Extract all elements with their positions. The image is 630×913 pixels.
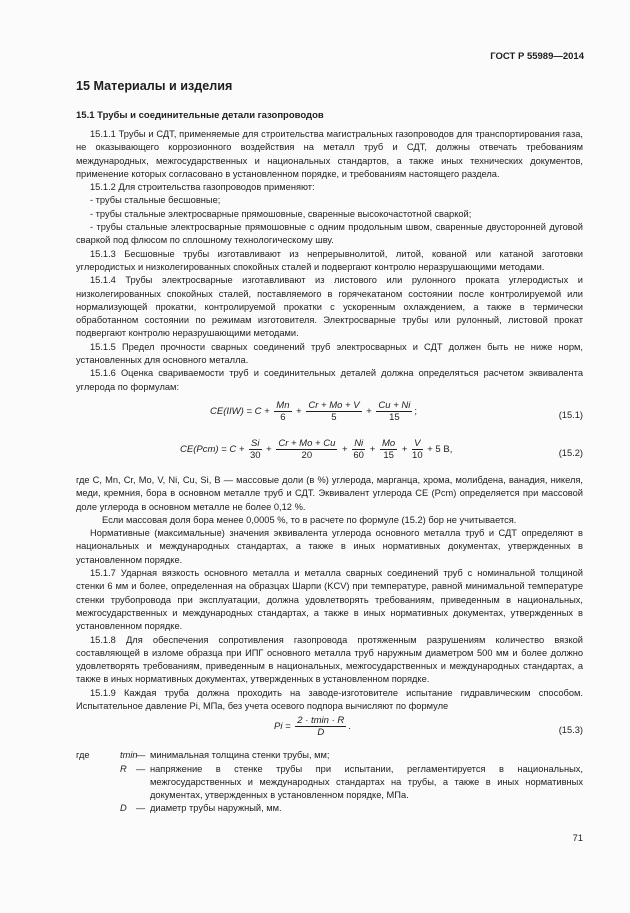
formula-number: (15.1) (558, 409, 583, 420)
formula-15-3: Pi = 2 · tmin · R D . (15.3) (274, 715, 583, 739)
definition-item: R — напряжение в стенке трубы при испытании, регламентируется в национальных, межгосударственных и международных стандартах на трубы, а также в иных нормативных документах, утвержденных в установленном порядке, МПа. (120, 763, 583, 801)
paragraph-15-1-7: 15.1.7 Ударная вязкость основного металла и металла сварных соединений труб с номинальной толщиной стенки 6 мм и более, определенная на образцах Шарпи (KCV) при температуре, равной минимальной температуре стенки трубопровода при эксплуатации, должна удовлетворять требованиям, приведенным в национальных, межгосударственных и международных стандартах, а также в иных нормативных документах, утвержденных в установленном порядке. (76, 568, 583, 632)
formula-15-1: CE(IIW) = C + $\frac{Mn}{6}$ + $\frac{Cr + Mo + V}{5}$ + $\frac{Cu + Ni}{15}$ ; (15.1) (210, 399, 583, 423)
page-number: 71 (572, 833, 583, 843)
subsection-title: 15.1 Трубы и соединительные детали газопроводов (76, 110, 324, 121)
definition-item: D — диаметр трубы наружный, мм. (120, 803, 282, 814)
formula-lhs: Pi = (274, 721, 291, 733)
formula-where: где C, Mn, Cr, Mo, V, Ni, Cu, Si, B — массовые доли (в %) углерода, марганца, хрома, молибдена, ванадия, никеля, меди, кремния, бора в основном металле труб и СДТ. Эквивалент углерода CE (Pcm) определяется при массовой доле углерода в основном металле не более 0,12 %. (76, 474, 583, 512)
list-item: - трубы стальные бесшовные; (90, 195, 221, 206)
paragraph-15-1-3: 15.1.3 Бесшовные трубы изготавливают из непрерывнолитой, литой, кованой или катаной заготовки углеродистых и низколегированных спокойных сталей и подвергают контролю неразрушающими методами. (76, 248, 583, 272)
standard-number: ГОСТ Р 55989—2014 (490, 51, 584, 62)
paragraph-15-1-9: 15.1.9 Каждая труба должна проходить на заводе-изготовителе испытание гидравлическим способом. Испытательное давление Pi, МПа, без учета осевого подпора вычисляют по формуле (76, 687, 583, 711)
paragraph-15-1-5: 15.1.5 Предел прочности сварных соединений труб электросварных и СДТ должен быть не ниже норм, установленных для основного металла. (76, 341, 583, 366)
formula-15-2: CE(Pcm) = C + $\frac{Si}{30}$ + $\frac{Cr + Mo + Cu}{20}$ + $\frac{Ni}{60}$ + $\frac{Mo}{15}$ + $\frac{V}{10}$ + 5 B, (15.2) (180, 437, 583, 461)
paragraph-15-1-6: 15.1.6 Оценка свариваемости труб и соединительных деталей должна определяться расчетом эквивалента углерода по формулам: (76, 368, 583, 392)
list-item: - трубы стальные электросварные прямошовные с одним продольным швом, сваренные двусторонней дуговой сваркой под флюсом по сплошному технологическому шву. (76, 222, 583, 246)
list-item: - трубы стальные электросварные прямошовные, сваренные высокочастотной сваркой; (90, 208, 472, 219)
formula-lhs: CE(IIW) = C + (210, 405, 270, 417)
formula-number: (15.3) (558, 725, 583, 736)
formula-lhs: CE(Pcm) = C + (180, 443, 245, 455)
paragraph-15-1-2: 15.1.2 Для строительства газопроводов применяют: (90, 182, 315, 193)
normative-values: Нормативные (максимальные) значения эквивалента углерода основного металла труб и СДТ определяют в национальных и международных стандартах, а также в иных нормативных документах, утвержденных в установленном порядке. (76, 528, 583, 565)
definition-item: где tmin — минимальная толщина стенки трубы, мм; (76, 749, 583, 762)
where-label: где (76, 750, 90, 761)
definitions-list (76, 749, 583, 815)
paragraph-15-1-4: 15.1.4 Трубы электросварные изготавливают из листового или рулонного проката углеродистых и низколегированных спокойных сталей, поставляемого в горячекатаном состоянии после контролируемой или нормализующей прокатки, контролируемой прокатки с ускоренным охлаждением, а также в термически обработанном состоянии по режимам изготовителя. Электросварные трубы или рулонный, листовой прокат подвергают контролю неразрушающими методами. (76, 275, 583, 339)
paragraph-15-1-8: 15.1.8 Для обеспечения сопротивления газопровода протяженным разрушениям количество вязкой составляющей в изломе образца при ИПГ основного металла труб наружным диаметром 500 мм и более должно удовлетворять требованиям, приведенным в национальных, межгосударственных и международных стандартах, а также в иных нормативных документах, утвержденных в установленном порядке. (76, 634, 583, 685)
paragraph-15-1-1: 15.1.1 Трубы и СДТ, применяемые для строительства магистральных газопроводов для транспортирования газа, не оказывающего коррозионного воздействия на металл труб и СДТ, должны отвечать требованиям международных, межгосударственных и национальных стандартов, а также иных технических документов, применение которых согласовано в установленном порядке, и требованиям настоящего раздела. (76, 129, 583, 179)
document-body (76, 128, 583, 816)
formula-number: (15.2) (558, 447, 583, 458)
section-title: 15 Материалы и изделия (76, 79, 233, 93)
boron-note: Если массовая доля бора менее 0,0005 %, то в расчете по формуле (15.2) бор не учитывается. (102, 514, 517, 525)
